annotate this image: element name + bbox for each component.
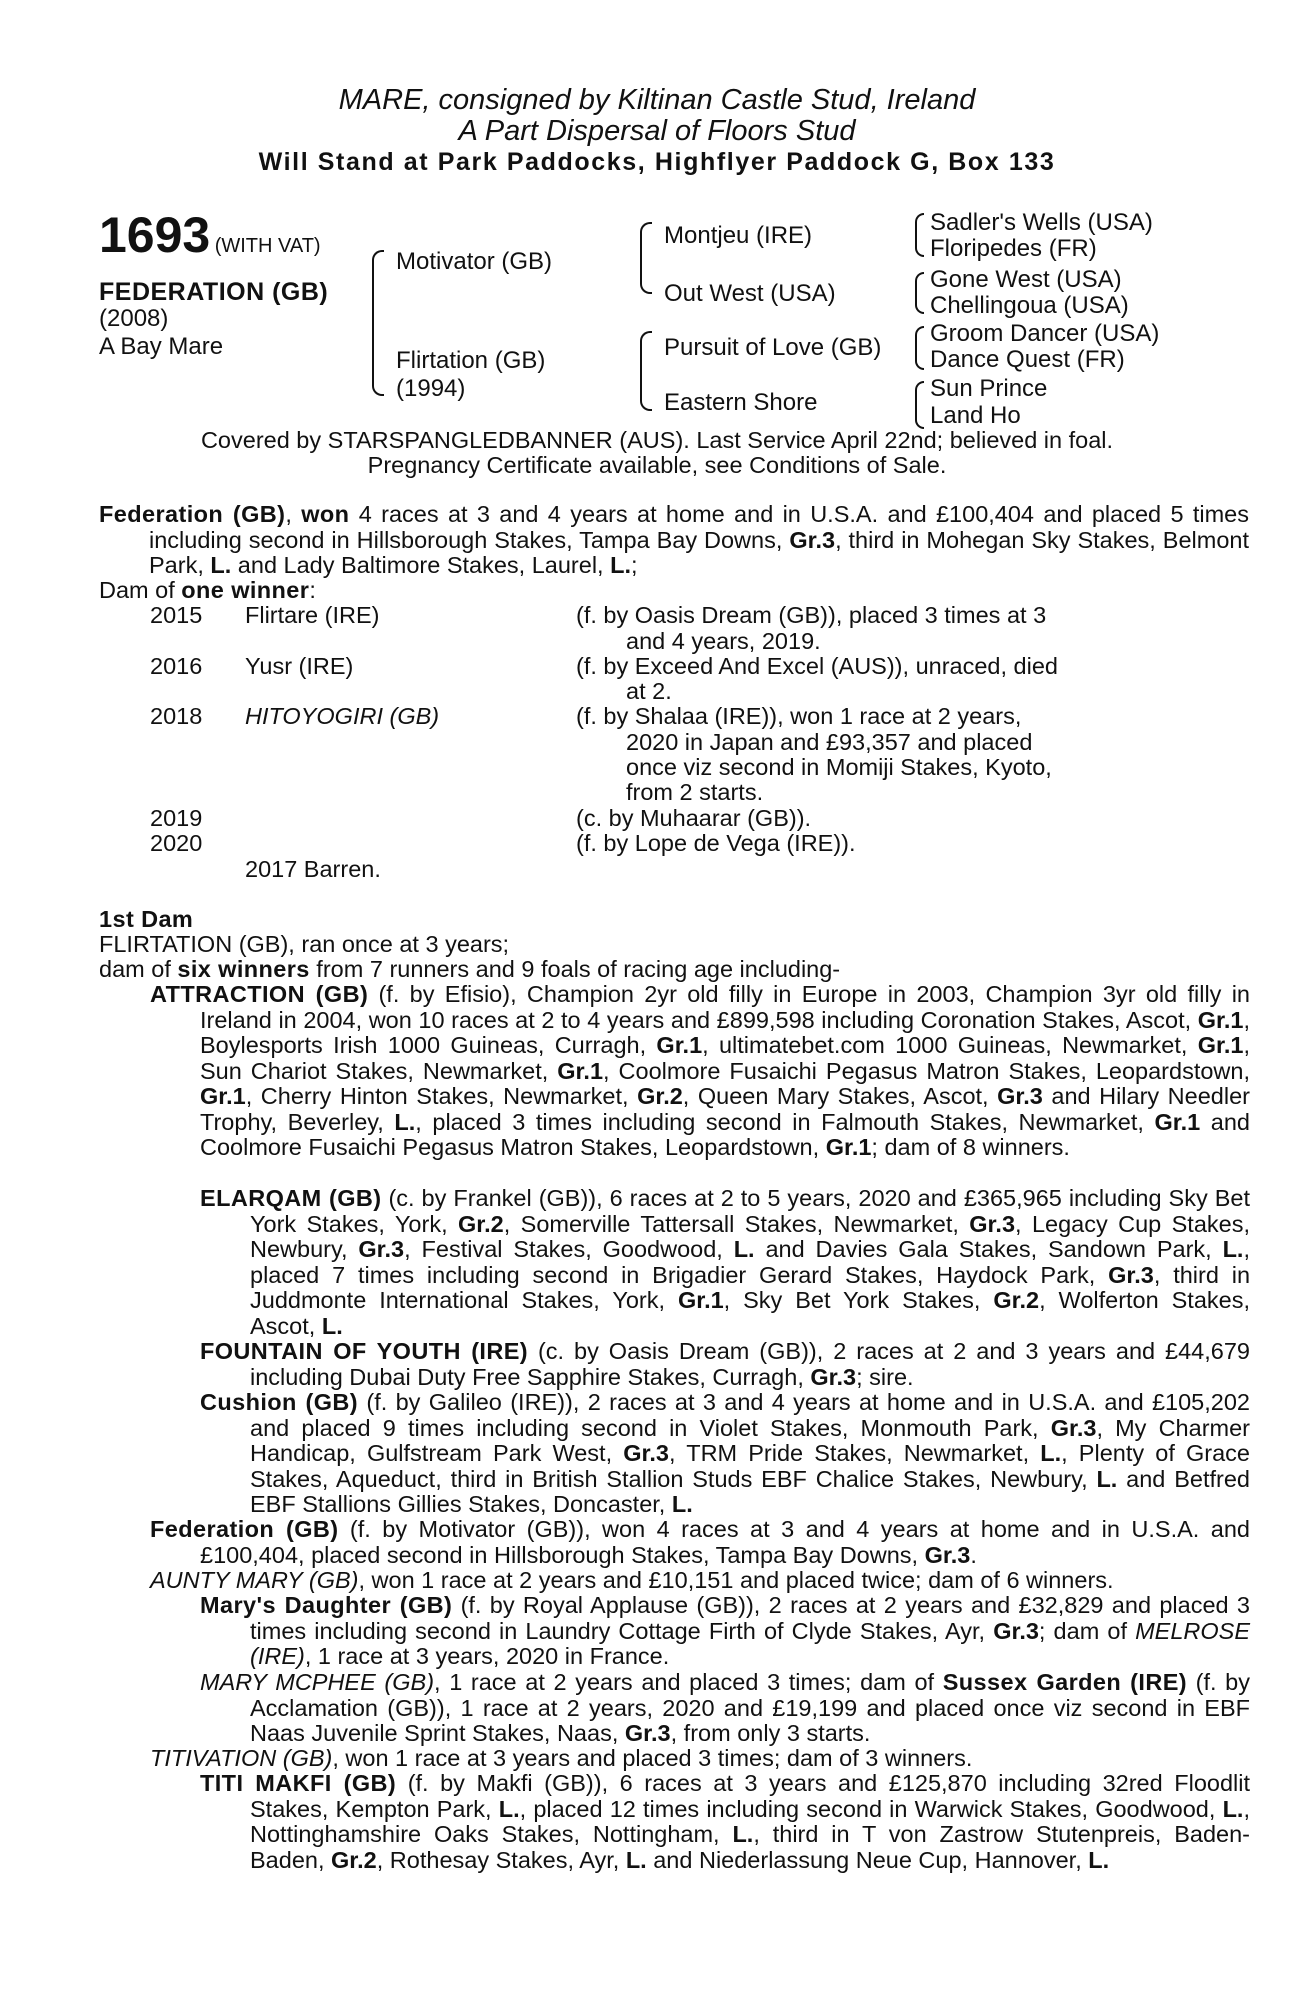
text: , Queen Mary Stakes, Ascot, <box>682 1083 998 1109</box>
text: ; dam of 8 winners. <box>871 1134 1070 1160</box>
text: , third in T von Zastrow Stutenpreis, Baden-Baden, <box>250 1821 1250 1873</box>
grade-badge: Gr.1 <box>1197 1032 1244 1058</box>
horse-name: Federation (GB) <box>150 1516 339 1542</box>
horse-name: ELARQAM (GB) <box>200 1185 382 1211</box>
vat-note: (WITH VAT) <box>214 235 321 257</box>
grade-badge: Gr.1 <box>200 1083 246 1109</box>
first-dam-line: FLIRTATION (GB), ran once at 3 years; <box>99 931 510 957</box>
dispersal-line: A Part Dispersal of Floors Stud <box>458 115 856 147</box>
dam-of-line <box>99 578 316 604</box>
grade-badge: Gr.2 <box>331 1846 377 1873</box>
gg-7: Sun Prince <box>930 375 1048 402</box>
grade-badge: Gr.3 <box>924 1541 971 1568</box>
listed-badge: L. <box>733 1236 755 1262</box>
titi-makfi-entry <box>200 1771 1250 1873</box>
horse-name: MELROSE (IRE) <box>250 1617 1251 1669</box>
stand-location: Will Stand at Park Paddocks, Highflyer Paddock G, Box 133 <box>258 148 1056 176</box>
horse-name: Cushion (GB) <box>200 1389 359 1415</box>
pedigree-brace-1 <box>915 213 924 257</box>
text: (f. by Acclamation (GB)), 1 race at 2 years, 2020 and £19,199 and placed once viz second in EBF Naas Juvenile Sprint Stakes, Naas, <box>250 1669 1250 1746</box>
produce-year: 2020 <box>150 830 203 856</box>
text: and Betfred EBF Stallions Gillies Stakes, Doncaster, <box>250 1465 1250 1517</box>
produce-year: 2019 <box>150 805 203 831</box>
sire-sire: Montjeu (IRE) <box>664 222 813 249</box>
produce-detail: at 2. <box>626 678 672 704</box>
grade-badge: Gr.1 <box>557 1057 604 1084</box>
grade-badge: Gr.1 <box>656 1032 703 1058</box>
text: (f. by Efisio), Champion 2yr old filly in Europe in 2003, Champion 3yr old filly in Ireland in 2004, won 10 races at 2 to 4 years and £899,598 including Coronation Stakes, Ascot, <box>200 981 1250 1033</box>
produce-year: 2016 <box>150 653 203 679</box>
lot-number: 1693 <box>99 207 211 263</box>
text: (f. by Makfi (GB)), 6 races at 3 years and £125,870 including 32red Floodlit Stakes, Kempton Park, <box>250 1770 1250 1822</box>
text: ; sire. <box>856 1363 914 1390</box>
pedigree-brace-main <box>372 250 384 396</box>
sire-dam: Out West (USA) <box>664 280 836 307</box>
listed-badge: L. <box>394 1108 416 1135</box>
grade-badge: Gr.2 <box>637 1083 683 1109</box>
horse-name: Sussex Garden (IRE) <box>942 1669 1187 1695</box>
pedigree-brace-4 <box>915 381 924 429</box>
produce-name: Flirtare (IRE) <box>245 602 380 628</box>
text: (c. by Oasis Dream (GB)), 2 races at 2 and 3 years and £44,679 including Dubai Duty Free Sapphire Stakes, Curragh, <box>250 1338 1250 1390</box>
gg-6: Dance Quest (FR) <box>930 346 1125 373</box>
won-label: won <box>301 501 350 527</box>
text: and Hilary Needler Trophy, Beverley, <box>200 1083 1250 1135</box>
grade-badge: Gr.3 <box>1050 1414 1097 1441</box>
summary-text: , third in Mohegan Sky Stakes, Belmont Park, <box>149 526 1249 578</box>
grade-badge: Gr.3 <box>993 1617 1039 1644</box>
text: , placed 3 times including second in Falmouth Stakes, Newmarket, <box>415 1108 1155 1135</box>
summary-text: ; <box>631 552 638 578</box>
text: and Davies Gala Stakes, Sandown Park, <box>754 1236 1223 1262</box>
text: , third in Juddmonte International Stakes, York, <box>250 1261 1251 1313</box>
gg-2: Floripedes (FR) <box>930 235 1097 262</box>
text: , Cherry Hinton Stakes, Newmarket, <box>245 1083 638 1109</box>
sire-name: Motivator (GB) <box>396 248 553 275</box>
pedigree-brace-dam <box>640 331 652 411</box>
text: (f. by Motivator (GB)), won 4 races at 3 and 4 years at home and in U.S.A. and £100,404, placed second in Hillsborough Stakes, Tampa Bay Downs, <box>200 1516 1250 1568</box>
text: and Coolmore Fusaichi Pegasus Matron Stakes, Leopardstown, <box>200 1108 1250 1160</box>
winners-count: six winners <box>177 956 310 982</box>
produce-detail: once viz second in Momiji Stakes, Kyoto, <box>626 754 1052 780</box>
race-summary: Federation (GB), won 4 races at 3 and 4 years at home and in U.S.A. and £100,404 and placed 5 times including second in Hillsborough Stakes, Tampa Bay Downs, Gr.3, third in Mohegan Sky Stakes, Belmont Park, L. and Lady Baltimore Stakes, Laurel, L.; <box>99 501 1249 578</box>
horse-name: ATTRACTION (GB) <box>150 981 369 1007</box>
pedigree-brace-2 <box>915 272 924 314</box>
text: , Legacy Cup Stakes, Newbury, <box>250 1210 1250 1262</box>
dam-of-prefix: Dam of <box>99 577 182 603</box>
grade-badge: Gr.1 <box>1197 1006 1244 1033</box>
text: , Sky Bet York Stakes, <box>723 1287 994 1313</box>
produce-detail: (f. by Lope de Vega (IRE)). <box>576 830 856 856</box>
pregnancy-line: Pregnancy Certificate available, see Conditions of Sale. <box>367 452 947 478</box>
listed-badge: L. <box>210 552 232 578</box>
attraction-entry <box>150 982 1250 1161</box>
gg-3: Gone West (USA) <box>930 266 1122 293</box>
first-dam-heading: 1st Dam <box>99 906 194 932</box>
text: . <box>970 1541 977 1568</box>
text: , Somerville Tattersall Stakes, Newmarket, <box>503 1210 970 1237</box>
produce-detail: (f. by Shalaa (IRE)), won 1 race at 2 years, <box>576 703 1022 729</box>
listed-badge: L. <box>732 1821 754 1847</box>
grade-badge: Gr.2 <box>458 1210 504 1237</box>
grade-badge: Gr.1 <box>825 1134 872 1160</box>
produce-year: 2018 <box>150 703 203 729</box>
text: , won 1 race at 3 years and placed 3 times; dam of 3 winners. <box>332 1745 973 1771</box>
text: from 7 runners and 9 foals of racing age including- <box>309 956 841 982</box>
text: , placed 12 times including second in Warwick Stakes, Goodwood, <box>519 1795 1223 1822</box>
produce-detail: (f. by Exceed And Excel (AUS)), unraced, died <box>576 653 1058 679</box>
text: , won 1 race at 2 years and £10,151 and placed twice; dam of 6 winners. <box>358 1567 1114 1593</box>
grade-badge: Gr.3 <box>624 1720 671 1746</box>
produce-detail: and 4 years, 2019. <box>626 628 821 654</box>
marys-daughter-entry <box>200 1593 1250 1670</box>
horse-name: MARY MCPHEE (GB) <box>200 1669 435 1695</box>
listed-badge: L. <box>1222 1795 1244 1822</box>
federation-entry <box>150 1517 1250 1568</box>
produce-name: Yusr (IRE) <box>245 653 354 679</box>
listed-badge: L. <box>1222 1236 1244 1262</box>
grade-badge: Gr.3 <box>997 1083 1043 1109</box>
listed-badge: L. <box>625 1846 647 1873</box>
text: , Sun Chariot Stakes, Newmarket, <box>200 1032 1250 1084</box>
pedigree-brace-sire <box>640 222 652 294</box>
horse-name: Mary's Daughter (GB) <box>200 1592 453 1618</box>
listed-badge: L. <box>610 552 631 578</box>
produce-year: 2015 <box>150 602 203 628</box>
cushion-entry <box>200 1390 1250 1518</box>
listed-badge: L. <box>1088 1846 1110 1873</box>
text: , placed 7 times including second in Brigadier Gerard Stakes, Haydock Park, <box>250 1236 1250 1288</box>
text: , from only 3 starts. <box>670 1720 871 1746</box>
grade-badge: Gr.3 <box>810 1363 857 1390</box>
text: ; dam of <box>1038 1617 1136 1644</box>
listed-badge: L. <box>671 1491 693 1517</box>
dam-of-suffix: : <box>309 577 316 603</box>
grade-badge: Gr.1 <box>1154 1108 1201 1135</box>
barren-note: 2017 Barren. <box>245 856 381 882</box>
produce-detail: (f. by Oasis Dream (GB)), placed 3 times at 3 <box>576 602 1047 628</box>
text: , TRM Pride Stakes, Newmarket, <box>668 1440 1041 1466</box>
pedigree-brace-3 <box>915 326 924 370</box>
horse-name: FOUNTAIN OF YOUTH (IRE) <box>200 1338 529 1364</box>
dam-year: (1994) <box>396 375 466 402</box>
text: (f. by Royal Applause (GB)), 2 races at 2 years and £32,829 and placed 3 times including second in Laundry Cottage Firth of Clyde Stakes, Ayr, <box>250 1592 1250 1644</box>
summary-text: and Lady Baltimore Stakes, Laurel, <box>231 552 611 578</box>
consignor-line: MARE, consigned by Kiltinan Castle Stud, Ireland <box>338 84 976 116</box>
text: , Wolferton Stakes, Ascot, <box>250 1287 1250 1339</box>
listed-badge: L. <box>1096 1465 1118 1492</box>
grade-badge: Gr.2 <box>993 1287 1040 1313</box>
horse-name: TITIVATION (GB) <box>150 1745 333 1771</box>
listed-badge: L. <box>498 1795 520 1822</box>
text: and Niederlassung Neue Cup, Hannover, <box>646 1846 1089 1873</box>
dam-of-count: one winner <box>181 577 310 603</box>
elarqam-entry <box>200 1186 1250 1339</box>
titivation-entry <box>150 1746 1250 1772</box>
gg-8: Land Ho <box>930 402 1021 429</box>
text: , Festival Stakes, Goodwood, <box>404 1236 734 1262</box>
text: , Rothesay Stakes, Ayr, <box>376 1846 626 1873</box>
grade-badge: Gr.3 <box>358 1236 405 1262</box>
dam-sire: Pursuit of Love (GB) <box>664 334 882 361</box>
text: , Plenty of Grace Stakes, Aqueduct, third in British Stallion Studs EBF Chalice Stakes, Newbury, <box>250 1440 1250 1492</box>
text: , My Charmer Handicap, Gulfstream Park West, <box>250 1414 1250 1466</box>
text: , Coolmore Fusaichi Pegasus Matron Stakes, Leopardstown, <box>603 1057 1250 1084</box>
gg-1: Sadler's Wells (USA) <box>930 209 1153 236</box>
text: dam of <box>99 956 178 982</box>
grade-badge: Gr.3 <box>1108 1261 1154 1288</box>
gg-4: Chellingoua (USA) <box>930 292 1129 319</box>
lot-heading <box>99 206 321 264</box>
first-dam-produce-line <box>99 957 840 983</box>
grade-badge: Gr.1 <box>677 1287 724 1313</box>
text: , Nottinghamshire Oaks Stakes, Nottingham, <box>250 1795 1250 1847</box>
grade-badge: Gr.3 <box>623 1440 669 1466</box>
text: , ultimatebet.com 1000 Guineas, Newmarket, <box>702 1032 1198 1058</box>
summary-text: 4 races at 3 and 4 years at home and in U.S.A. and £100,404 and placed 5 times including second in Hillsborough Stakes, Tampa Bay Downs, <box>149 501 1249 553</box>
horse-description: A Bay Mare <box>99 333 224 360</box>
produce-detail: from 2 starts. <box>626 779 764 805</box>
fountain-entry <box>200 1339 1250 1390</box>
mary-mcphee-entry <box>200 1670 1250 1747</box>
aunty-mary-entry <box>150 1568 1250 1594</box>
text: (c. by Frankel (GB)), 6 races at 2 to 5 years, 2020 and £365,965 including Sky Bet York Stakes, York, <box>250 1185 1250 1237</box>
dam-name: Flirtation (GB) <box>396 347 546 374</box>
horse-name: FEDERATION (GB) <box>99 278 329 306</box>
text: , Boylesports Irish 1000 Guineas, Curragh, <box>200 1006 1250 1058</box>
horse-name: TITI MAKFI (GB) <box>200 1770 397 1796</box>
grade-badge: Gr.3 <box>969 1210 1016 1237</box>
summary-horse-name: Federation (GB) <box>99 501 286 527</box>
horse-year: (2008) <box>99 305 169 332</box>
text: , 1 race at 3 years, 2020 in France. <box>304 1643 670 1669</box>
text: (f. by Galileo (IRE)), 2 races at 3 and 4 years at home and in U.S.A. and £105,202 and placed 9 times including second in Violet Stakes, Monmouth Park, <box>250 1389 1250 1441</box>
listed-badge: L. <box>321 1312 343 1339</box>
produce-detail: (c. by Muhaarar (GB)). <box>576 805 812 831</box>
covered-line: Covered by STARSPANGLEDBANNER (AUS). Last Service April 22nd; believed in foal. <box>200 427 1114 453</box>
listed-badge: L. <box>1040 1440 1062 1466</box>
dam-dam: Eastern Shore <box>664 389 818 416</box>
gg-5: Groom Dancer (USA) <box>930 320 1160 347</box>
horse-name: AUNTY MARY (GB) <box>150 1567 359 1593</box>
produce-detail: 2020 in Japan and £93,357 and placed <box>626 729 1033 755</box>
grade-badge: Gr.3 <box>789 526 836 553</box>
text: , 1 race at 2 years and placed 3 times; dam of <box>434 1669 943 1695</box>
produce-name: HITOYOGIRI (GB) <box>245 703 440 729</box>
